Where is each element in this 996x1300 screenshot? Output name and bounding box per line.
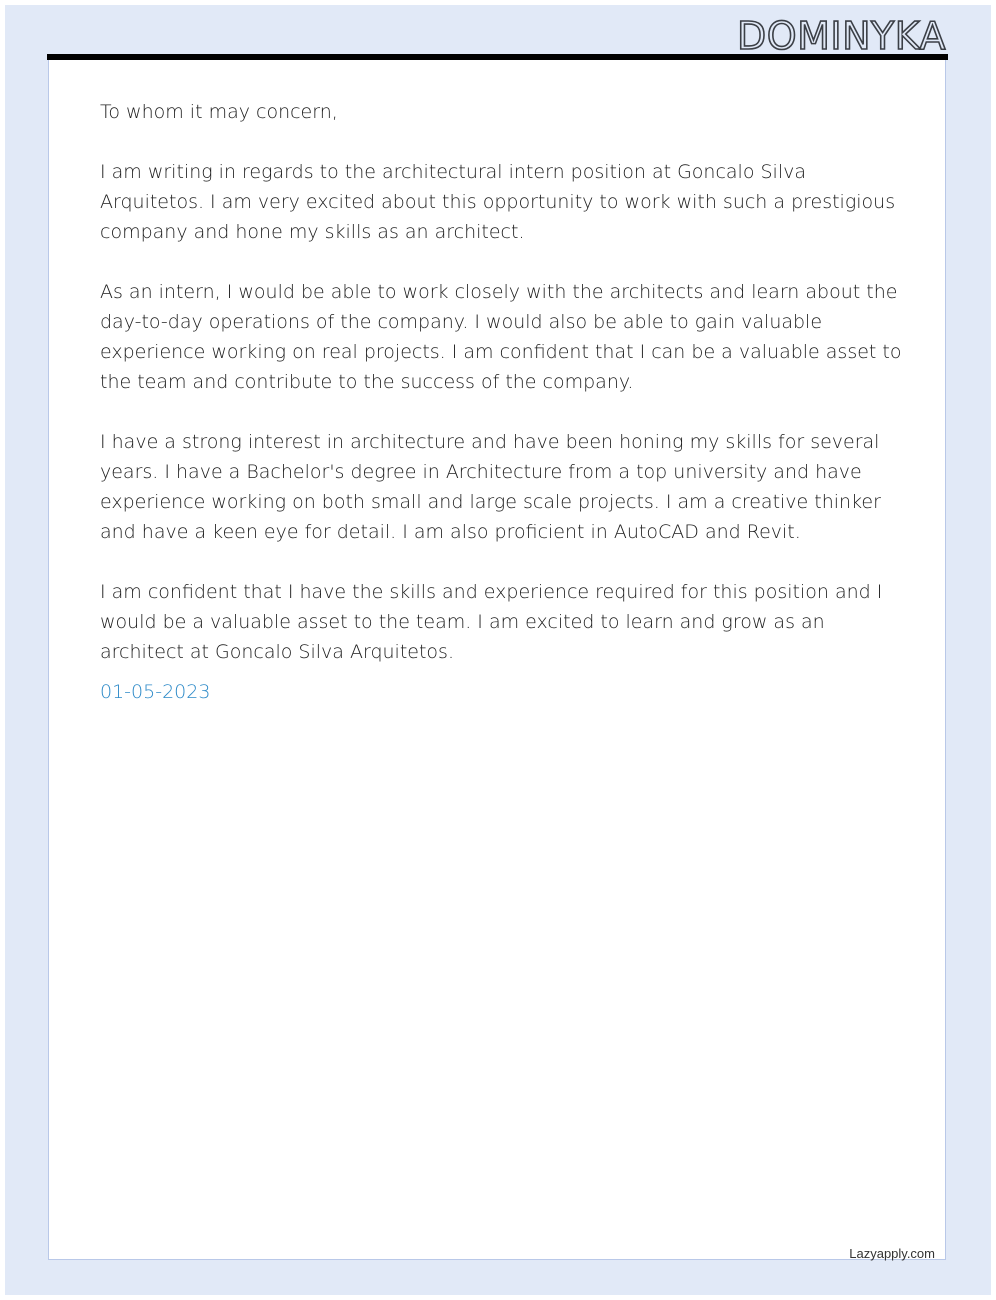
letter-date: 01-05-2023	[100, 681, 211, 703]
letter-paragraph: I am writing in regards to the architectural intern position at Goncalo Silva Arquitetos. I am very excited about this opportunity to work with such a prestigious company and hone my skills as an architect.	[100, 161, 896, 243]
letter-paragraph: I am confident that I have the skills and experience required for this position and I would be a valuable asset to the team. I am excited to learn and grow as an architect at Goncalo Silva Arquitetos.	[100, 581, 883, 663]
letter-paragraph: I have a strong interest in architecture and have been honing my skills for several years. I have a Bachelor's degree in Architecture from a top university and have experience working on both small and large scale projects. I am a creative thinker and have a keen eye for detail. I am also proficient in AutoCAD and Revit.	[100, 431, 881, 543]
letter-paragraph: As an intern, I would be able to work closely with the architects and learn about the day-to-day operations of the company. I would also be able to gain valuable experience working on real projects. I am confident that I can be a valuable asset to the team and contribute to the success of the company.	[100, 281, 902, 393]
applicant-name: DOMINYKA	[736, 14, 946, 58]
watermark-text: Lazyapply.com	[849, 1246, 935, 1261]
letter-greeting: To whom it may concern,	[100, 101, 338, 123]
cover-letter-body	[100, 97, 905, 737]
